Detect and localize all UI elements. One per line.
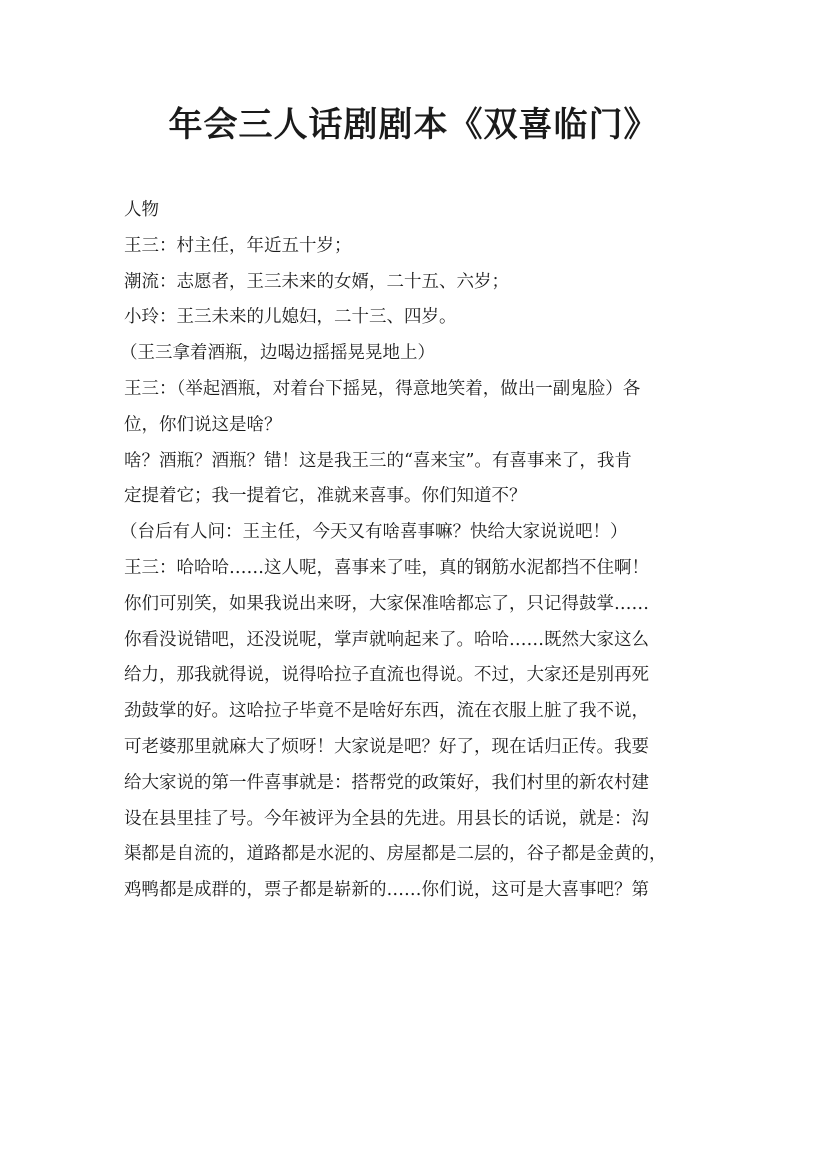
text-line: 王三：（举起酒瓶，对着台下摇晃，得意地笑着，做出一副鬼脸）各	[124, 378, 641, 399]
text-line: 王三：哈哈哈……这人呢，喜事来了哇，真的钢筋水泥都挡不住啊！	[124, 557, 649, 578]
text-line: 给力，那我就得说，说得哈拉子直流也得说。不过，大家还是别再死	[124, 665, 649, 686]
text-line-cast-chaoliu: 潮流：志愿者，王三未来的女婿，二十五、六岁；	[124, 271, 509, 292]
text-line: 给大家说的第一件喜事就是：搭帮党的政策好，我们村里的新农村建	[124, 772, 649, 793]
text-line-cast-wangsan: 王三：村主任，年近五十岁；	[124, 235, 352, 256]
text-line-cast-heading: 人物	[124, 200, 159, 220]
document-title: 年会三人话剧剧本《双喜临门》	[168, 105, 659, 145]
text-line: 定提着它；我一提着它，准就来喜事。你们知道不？	[124, 486, 527, 507]
text-line-cast-xiaoling: 小玲：王三未来的儿媳妇，二十三、四岁。	[124, 307, 457, 328]
text-line: 劲鼓掌的好。这哈拉子毕竟不是啥好东西，流在衣服上脏了我不说，	[124, 701, 649, 722]
document-body	[120, 193, 714, 909]
text-line: 啥？酒瓶？酒瓶？错！这是我王三的“喜来宝”。有喜事来了，我肯	[124, 450, 632, 471]
text-line-stage-direction: （王三拿着酒瓶，边喝边摇摇晃晃地上）	[120, 343, 435, 364]
text-line: 鸡鸭都是成群的，票子都是崭新的……你们说，这可是大喜事吧？第	[124, 880, 649, 901]
text-line: 可老婆那里就麻大了烦呀！大家说是吧？好了，现在话归正传。我要	[124, 736, 649, 757]
text-line: 你们可别笑，如果我说出来呀，大家保准啥都忘了，只记得鼓掌……	[124, 593, 649, 614]
text-line: 渠都是自流的，道路都是水泥的、房屋都是二层的，谷子都是金黄的，	[124, 844, 667, 865]
text-line: 设在县里挂了号。今年被评为全县的先进。用县长的话说，就是：沟	[124, 808, 649, 829]
text-line: 位，你们说这是啥？	[124, 414, 282, 435]
text-line-stage-direction: （台后有人问：王主任，今天又有啥喜事嘛？快给大家说说吧！）	[120, 522, 628, 543]
text-line: 你看没说错吧，还没说呢，掌声就响起来了。哈哈……既然大家这么	[124, 629, 649, 650]
